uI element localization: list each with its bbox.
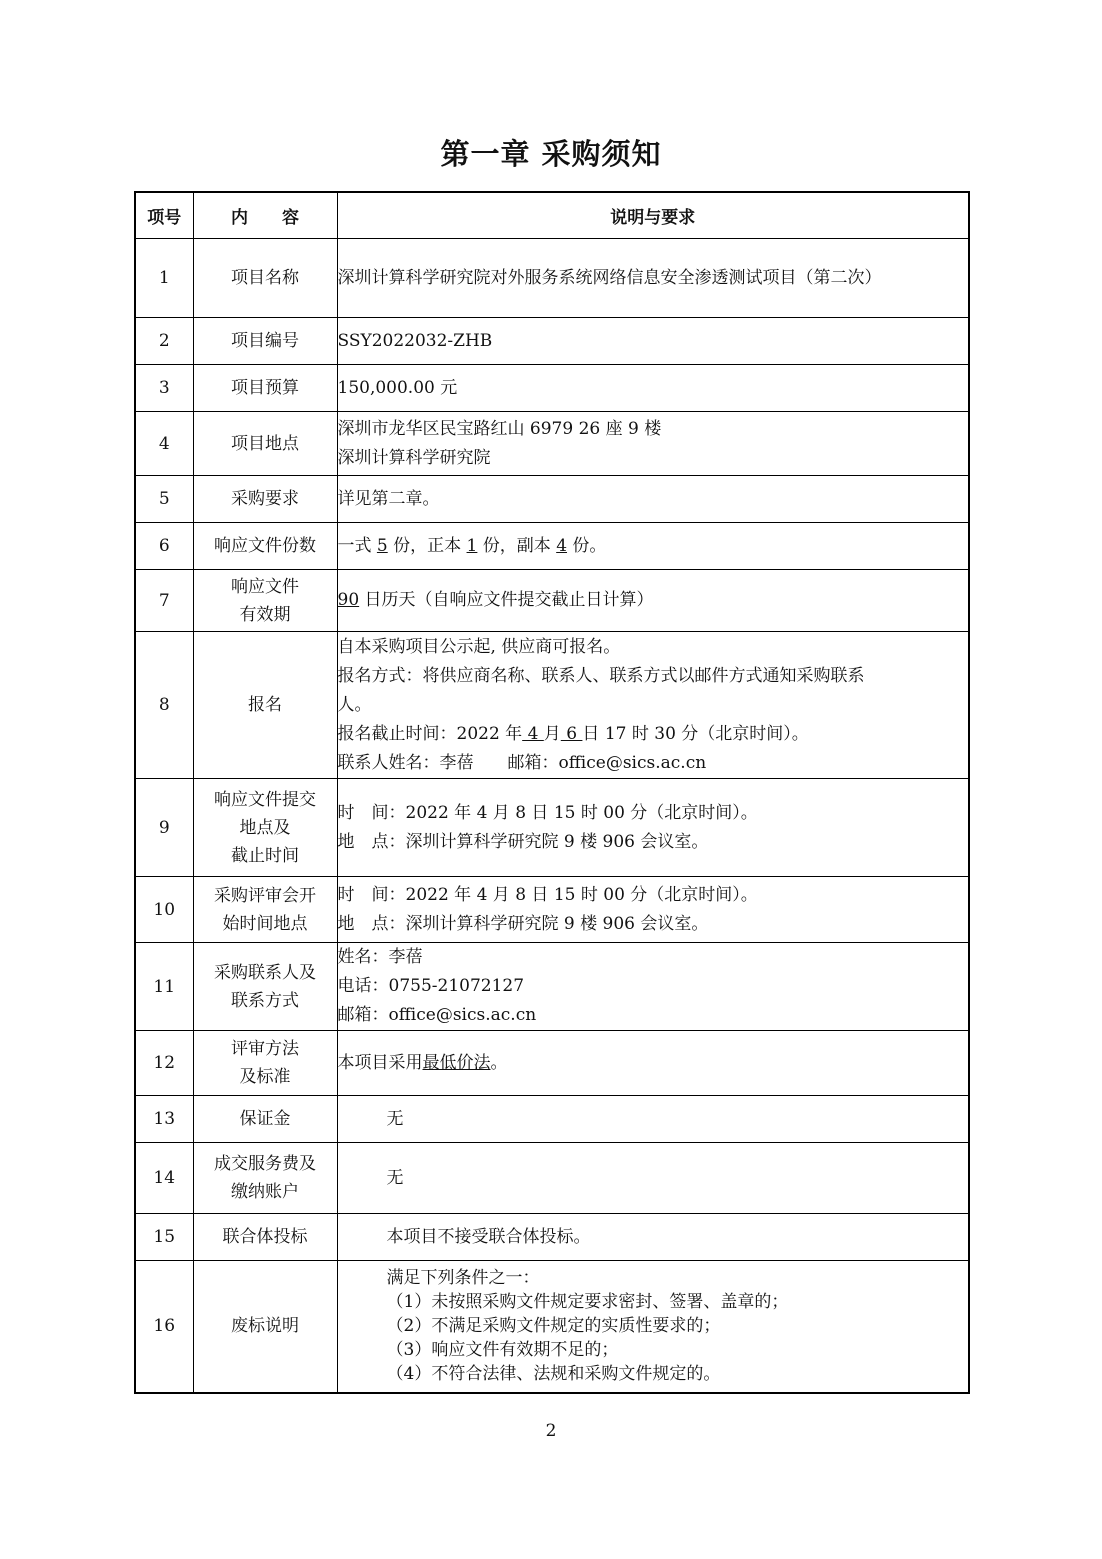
item-line: 始时间地点	[222, 913, 308, 934]
desc-line: 姓名：李蓓	[337, 947, 423, 967]
row-number: 16	[135, 1261, 193, 1393]
item-line: 成交服务费及	[214, 1154, 316, 1174]
desc-text: 报名截止时间：2022 年	[337, 723, 523, 744]
row-desc: 150,000.00 元	[337, 365, 969, 412]
row-item: 响应文件份数	[193, 523, 337, 570]
validity-days: 90	[337, 590, 360, 610]
table-row	[135, 1096, 969, 1143]
row-item: 项目编号	[193, 318, 337, 365]
row-number: 8	[135, 632, 193, 779]
table-row	[135, 239, 969, 318]
desc-text: 一式	[337, 535, 377, 556]
row-item	[193, 570, 337, 632]
row-desc: 详见第二章。	[337, 476, 969, 523]
desc-line: 自本采购项目公示起, 供应商可报名。	[337, 636, 621, 657]
table-row	[135, 877, 969, 943]
desc-line: 深圳计算科学研究院	[337, 447, 491, 468]
row-desc: SSY2022032-ZHB	[337, 318, 969, 365]
row-item: 联合体投标	[193, 1214, 337, 1261]
table-row	[135, 1214, 969, 1261]
desc-line: 满足下列条件之一：	[386, 1268, 540, 1289]
row-number: 7	[135, 570, 193, 632]
table-row	[135, 1261, 969, 1393]
item-line: 联系方式	[231, 990, 299, 1011]
desc-line: 时 间：2022 年 4 月 8 日 15 时 00 分（北京时间）。	[337, 802, 758, 823]
row-number: 12	[135, 1031, 193, 1096]
row-item	[193, 943, 337, 1031]
deadline-month: 4	[522, 723, 544, 744]
row-number: 5	[135, 476, 193, 523]
table-row	[135, 1031, 969, 1096]
item-line: 地点及	[239, 817, 291, 838]
desc-text: 份，正本	[387, 535, 467, 556]
desc-line: （3）响应文件有效期不足的；	[386, 1340, 619, 1361]
chapter-title: 第一章 采购须知	[440, 137, 662, 171]
desc-line: 地 点：深圳计算科学研究院 9 楼 906 会议室。	[337, 831, 709, 852]
header-content: 内 容	[193, 192, 337, 239]
table-row	[135, 412, 969, 476]
desc-line: 时 间：2022 年 4 月 8 日 15 时 00 分（北京时间）。	[337, 884, 758, 905]
header-desc: 说明与要求	[337, 192, 969, 239]
row-item	[193, 1031, 337, 1096]
row-desc	[337, 1261, 969, 1393]
row-item	[193, 877, 337, 943]
desc-text: 日 17 时 30 分（北京时间）。	[582, 723, 809, 744]
row-number: 3	[135, 365, 193, 412]
desc-line: 地 点：深圳计算科学研究院 9 楼 906 会议室。	[337, 913, 709, 934]
row-number: 9	[135, 779, 193, 877]
desc-line: 深圳市龙华区民宝路红山 6979 26 座 9 楼	[337, 418, 662, 439]
row-item: 项目名称	[193, 239, 337, 318]
row-desc	[337, 877, 969, 943]
item-line: 响应文件	[231, 576, 299, 597]
row-desc: 无	[337, 1143, 969, 1214]
row-item: 采购要求	[193, 476, 337, 523]
header-no: 项号	[135, 192, 193, 239]
row-desc	[337, 943, 969, 1031]
item-line: 有效期	[239, 604, 291, 625]
row-number: 10	[135, 877, 193, 943]
original-copy-count: 1	[466, 535, 478, 556]
row-number: 1	[135, 239, 193, 318]
duplicate-copy-count: 4	[556, 535, 568, 556]
table-row	[135, 632, 969, 779]
row-desc: 深圳计算科学研究院对外服务系统网络信息安全渗透测试项目（第二次）	[337, 239, 969, 318]
item-line: 截止时间	[231, 845, 299, 866]
item-line: 缴纳账户	[231, 1182, 299, 1202]
table-row	[135, 779, 969, 877]
table-row	[135, 570, 969, 632]
row-number: 4	[135, 412, 193, 476]
table-row	[135, 476, 969, 523]
row-item: 报名	[193, 632, 337, 779]
row-number: 13	[135, 1096, 193, 1143]
row-number: 15	[135, 1214, 193, 1261]
table-row	[135, 943, 969, 1031]
desc-line: 邮箱：office@sics.ac.cn	[337, 1005, 537, 1025]
desc-text: 。	[490, 1052, 508, 1073]
item-line: 采购联系人及	[214, 962, 316, 983]
row-number: 2	[135, 318, 193, 365]
procurement-notice-table	[134, 191, 970, 1394]
page-number: 2	[545, 1421, 557, 1441]
desc-text: 日历天（自响应文件提交截止日计算）	[359, 590, 654, 610]
contact-line: 联系人姓名：李蓓 邮箱：office@sics.ac.cn	[337, 752, 707, 773]
desc-line: 报名方式：将供应商名称、联系人、联系方式以邮件方式通知采购联系	[337, 665, 865, 686]
desc-text: 月	[543, 723, 561, 744]
desc-line: （2）不满足采购文件规定的实质性要求的；	[386, 1316, 721, 1337]
row-item: 废标说明	[193, 1261, 337, 1393]
item-line: 响应文件提交	[214, 789, 316, 810]
item-line: 及标准	[239, 1067, 291, 1087]
row-desc	[337, 570, 969, 632]
deadline-day: 6	[560, 723, 583, 744]
desc-text: 本项目采用	[337, 1052, 423, 1073]
desc-text: 份。	[567, 535, 607, 556]
table-row	[135, 318, 969, 365]
desc-line: 人。	[337, 694, 372, 715]
table-row	[135, 365, 969, 412]
row-desc	[337, 632, 969, 779]
evaluation-method: 最低价法	[422, 1052, 491, 1073]
row-desc	[337, 523, 969, 570]
table-header-row	[135, 192, 969, 239]
desc-text: 份，副本	[477, 535, 557, 556]
row-desc	[337, 779, 969, 877]
row-number: 14	[135, 1143, 193, 1214]
item-line: 采购评审会开	[214, 885, 316, 906]
desc-line: 电话：0755-21072127	[337, 976, 525, 996]
row-desc: 无	[337, 1096, 969, 1143]
row-item	[193, 779, 337, 877]
table-row	[135, 523, 969, 570]
row-item: 项目地点	[193, 412, 337, 476]
row-desc	[337, 1031, 969, 1096]
desc-line: （4）不符合法律、法规和采购文件规定的。	[386, 1364, 721, 1385]
registration-deadline	[338, 720, 969, 749]
row-desc: 本项目不接受联合体投标。	[337, 1214, 969, 1261]
original-copy-total: 5	[376, 535, 388, 556]
row-item	[193, 1143, 337, 1214]
row-number: 6	[135, 523, 193, 570]
item-line: 评审方法	[231, 1039, 299, 1059]
row-item: 保证金	[193, 1096, 337, 1143]
row-desc	[337, 412, 969, 476]
row-item: 项目预算	[193, 365, 337, 412]
desc-line: （1）未按照采购文件规定要求密封、签署、盖章的；	[386, 1292, 789, 1313]
table-row	[135, 1143, 969, 1214]
row-number: 11	[135, 943, 193, 1031]
